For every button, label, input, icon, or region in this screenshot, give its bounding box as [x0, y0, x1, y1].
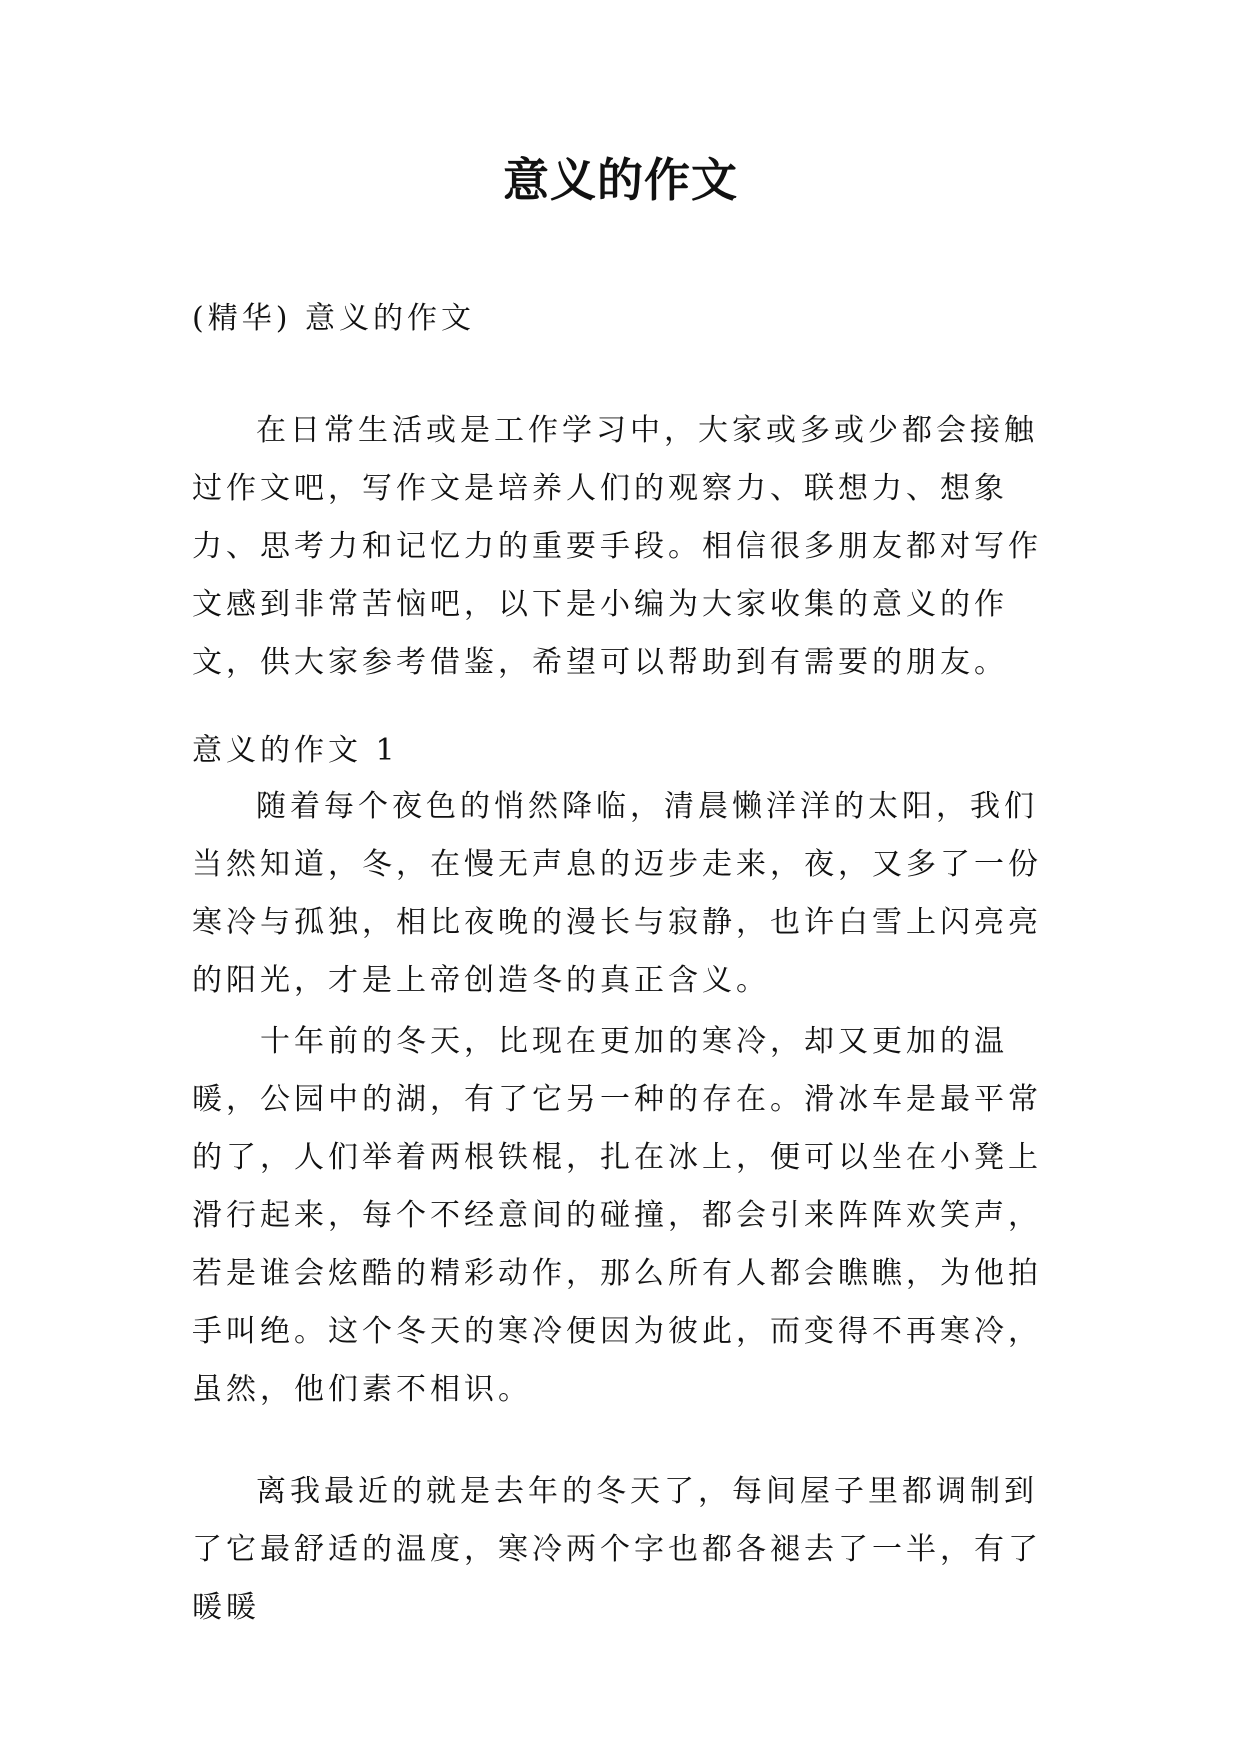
section-heading: 意义的作文 1 — [192, 733, 399, 768]
body-paragraph-2: 十年前的冬天，比现在更加的寒冷，却又更加的温暖，公园中的湖，有了它另一种的存在。滑冰车是最平常的了，人们举着两根铁棍，扎在冰上，便可以坐在小凳上滑行起来，每个不经意间的碰撞，都会引来阵阵欢笑声，若是谁会炫酷的精彩动作，那么所有人都会瞧瞧，为他拍手叫绝。这个冬天的寒冷便因为彼此，而变得不再寒冷，虽然，他们素不相识。 — [192, 1024, 1042, 1407]
document-subtitle: (精华) 意义的作文 — [192, 301, 475, 336]
intro-paragraph: 在日常生活或是工作学习中，大家或多或少都会接触过作文吧，写作文是培养人们的观察力、联想力、想象力、思考力和记忆力的重要手段。相信很多朋友都对写作文感到非常苦恼吧，以下是小编为大家收集的意义的作文，供大家参考借鉴，希望可以帮助到有需要的朋友。 — [192, 413, 1042, 680]
body-paragraph-1: 随着每个夜色的悄然降临，清晨懒洋洋的太阳，我们当然知道，冬，在慢无声息的迈步走来，夜，又多了一份寒冷与孤独，相比夜晚的漫长与寂静，也许白雪上闪亮亮的阳光，才是上帝创造冬的真正含义。 — [192, 789, 1042, 998]
document-title: 意义的作文 — [503, 153, 738, 207]
body-paragraph-3: 离我最近的就是去年的冬天了，每间屋子里都调制到了它最舒适的温度，寒冷两个字也都各褪去了一半，有了暖暖 — [192, 1474, 1042, 1625]
